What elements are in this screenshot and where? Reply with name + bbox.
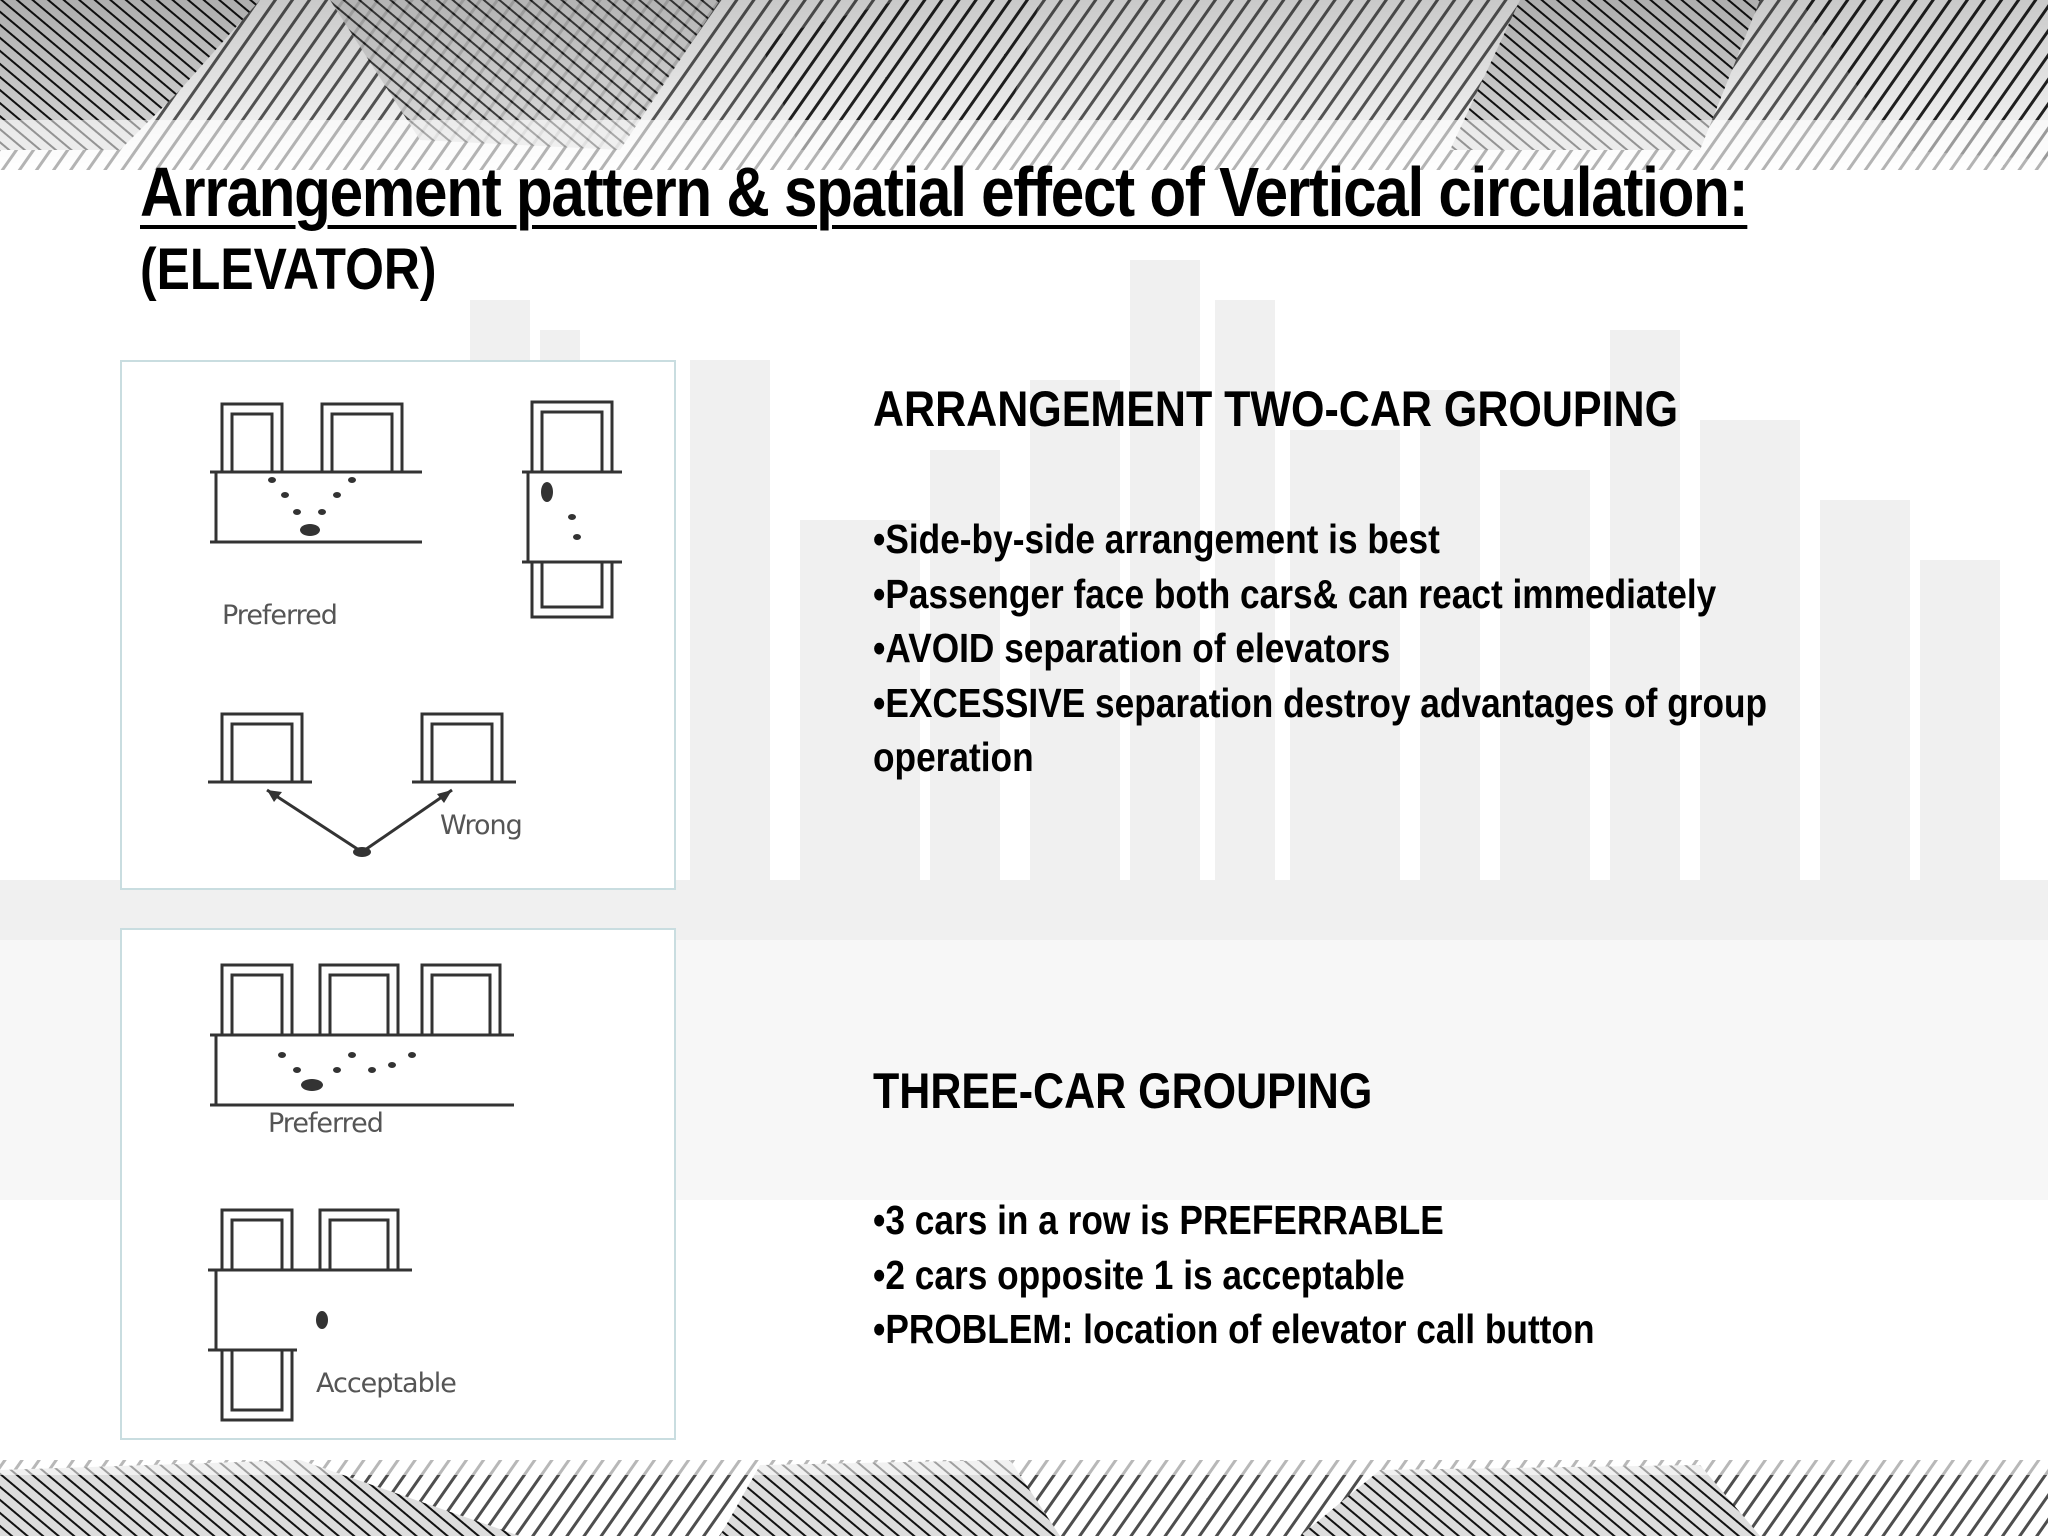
figure-label-preferred: Preferred [222, 600, 337, 631]
figure-label-preferred: Preferred [268, 1108, 383, 1139]
section-heading-three-car: THREE-CAR GROUPING [873, 1063, 1373, 1119]
slide-title: Arrangement pattern & spatial effect of Vertical circulation: [140, 153, 1748, 231]
figure-label-acceptable: Acceptable [316, 1368, 456, 1399]
bullet-item: •EXCESSIVE separation destroy advantages of group [873, 679, 1768, 726]
bullet-item: •AVOID separation of elevators [873, 625, 1391, 671]
section-heading-two-car: ARRANGEMENT TWO-CAR GROUPING [873, 381, 1679, 437]
bullet-list-three-car [873, 1193, 1973, 1357]
bullet-list-two-car [873, 512, 1973, 785]
bullet-item: •2 cars opposite 1 is acceptable [873, 1251, 1405, 1298]
three-car-diagram [122, 930, 678, 1442]
bullet-item: •Passenger face both cars& can react immediately [873, 570, 1717, 617]
title-block [140, 150, 1970, 306]
figure-two-car-grouping [120, 360, 676, 890]
bullet-item: •PROBLEM: location of elevator call button [873, 1306, 1595, 1352]
bullet-item: •3 cars in a row is PREFERRABLE [873, 1197, 1444, 1243]
figure-label-wrong: Wrong [440, 810, 522, 841]
bullet-item: operation [873, 734, 1034, 780]
bullet-item: •Side-by-side arrangement is best [873, 516, 1440, 562]
two-car-diagram [122, 362, 678, 892]
figure-three-car-grouping [120, 928, 676, 1440]
slide-subtitle: (ELEVATOR) [140, 237, 437, 302]
